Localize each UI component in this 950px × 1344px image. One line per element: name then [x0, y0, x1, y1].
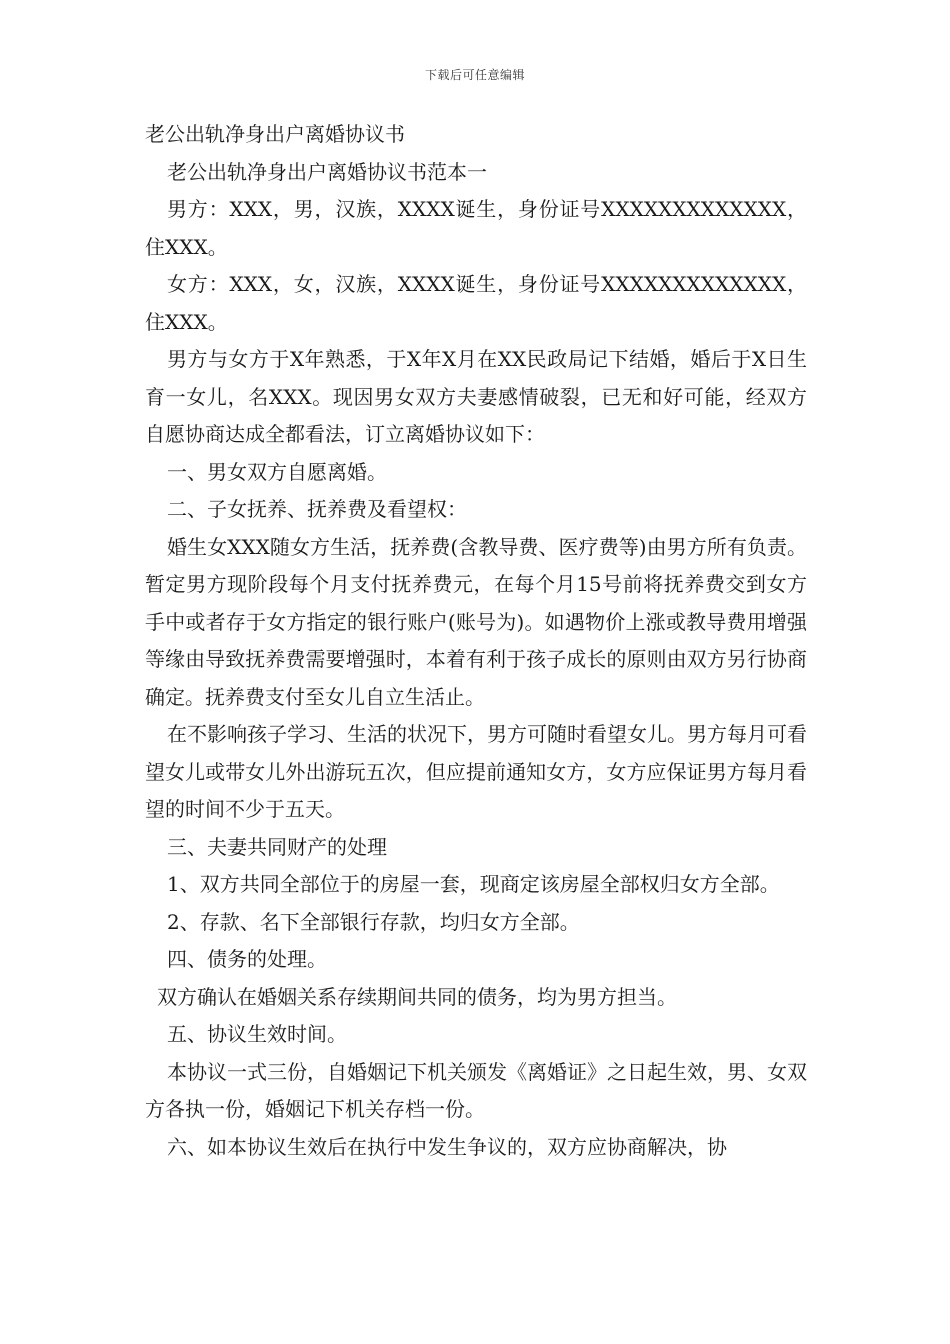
- clause-3-heading: 三、夫妻共同财产的处理: [167, 834, 387, 859]
- clause-6-paragraph: 六、如本协议生效后在执行中发生争议的，双方应协商解决，协: [167, 1134, 727, 1159]
- document-title: 老公出轨净身出户离婚协议书: [145, 122, 405, 146]
- page-header-note: 下载后可任意编辑: [424, 68, 525, 82]
- subtitle-paragraph: 老公出轨净身出户离婚协议书范本一: [167, 159, 487, 184]
- effective-paragraph: 本协议一式三份，自婚姻记下机关颁发《离婚证》之日起生效，男、女双方各执一份，婚姻记下机关存档一份。: [145, 1059, 807, 1121]
- clause-4-heading: 四、债务的处理。: [167, 947, 327, 971]
- child-support-paragraph: 婚生女XXX随女方生活，抚养费(含教导费、医疗费等)由男方所有负责。暂定男方现阶段每个月支付抚养费元，在每个月15号前将抚养费交到女方手中或者存于女方指定的银行账户(账号为)。如遇物价上涨或教导费用增强等缘由导致抚养费需要增强时，本着有利于孩子成长的原则由双方另行协商确定。抚养费支付至女儿自立生活止。: [145, 534, 807, 709]
- clause-1-heading: 一、男女双方自愿离婚。: [167, 459, 387, 484]
- document-body: [145, 116, 807, 1166]
- background-paragraph: 男方与女方于X年熟悉，于X年X月在XX民政局记下结婚，婚后于X日生育一女儿，名XXX。现因男女双方夫妻感情破裂，已无和好可能，经双方自愿协商达成全都看法，订立离婚协议如下：: [145, 347, 807, 446]
- visitation-paragraph: 在不影响孩子学习、生活的状况下，男方可随时看望女儿。男方每月可看望女儿或带女儿外出游玩五次，但应提前通知女方，女方应保证男方每月看望的时间不少于五天。: [145, 722, 807, 821]
- clause-2-heading: 二、子女抚养、抚养费及看望权：: [167, 497, 467, 521]
- clause-5-heading: 五、协议生效时间。: [167, 1022, 347, 1046]
- female-party-paragraph: 女方：XXX，女，汉族，XXXX诞生，身份证号XXXXXXXXXXXXX，住XXX。: [145, 272, 807, 334]
- debt-paragraph: 双方确认在婚姻关系存续期间共同的债务，均为男方担当。: [157, 984, 677, 1009]
- property-item-1: 1、双方共同全部位于的房屋一套，现商定该房屋全部权归女方全部。: [167, 872, 780, 896]
- male-party-paragraph: 男方：XXX，男，汉族，XXXX诞生，身份证号XXXXXXXXXXXXX，住XXX。: [145, 197, 807, 259]
- property-item-2: 2、存款、名下全部银行存款，均归女方全部。: [167, 909, 580, 934]
